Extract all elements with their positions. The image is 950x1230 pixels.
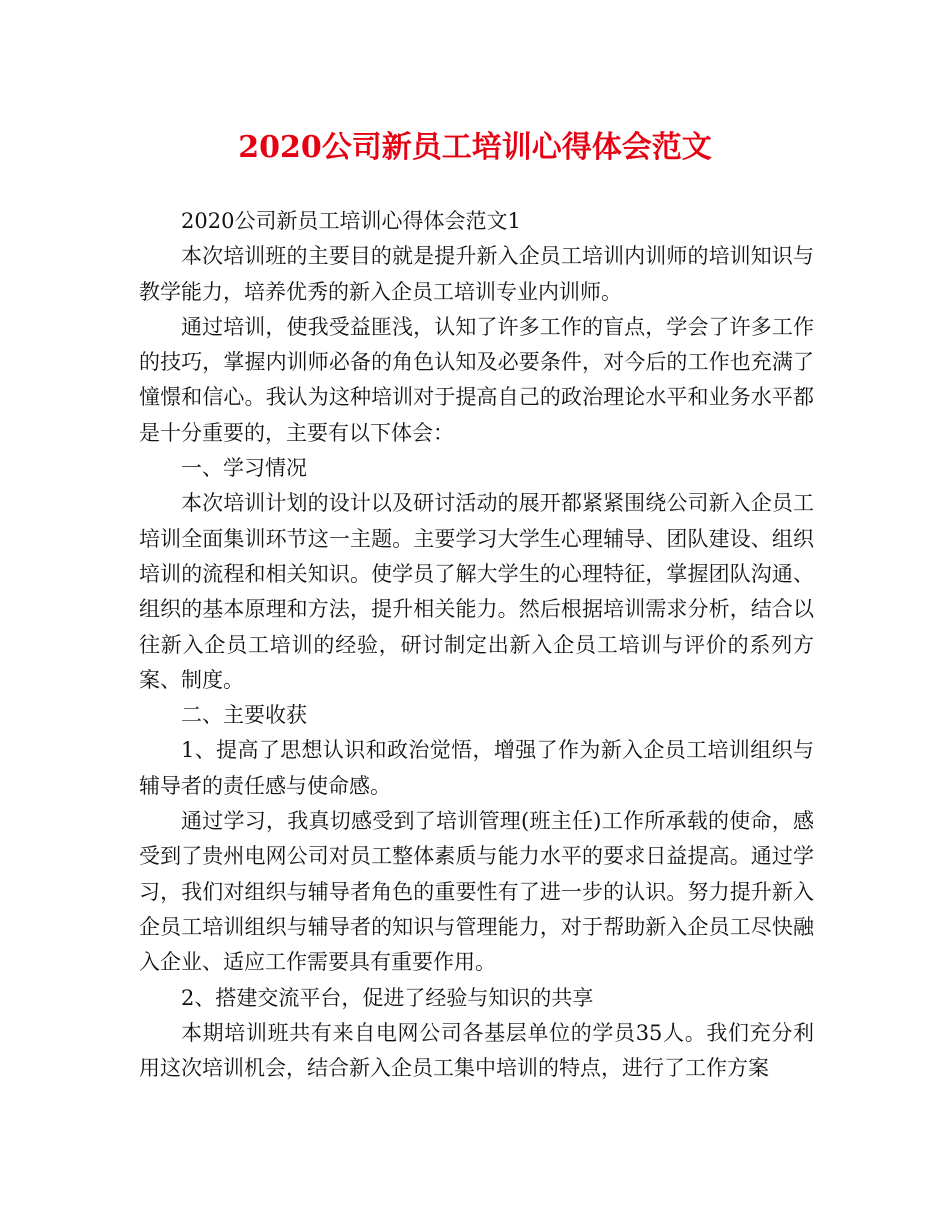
paragraph: 2、搭建交流平台，促进了经验与知识的共享 xyxy=(181,985,594,1010)
paragraph: 本次培训班的主要目的就是提升新入企员工培训内训师的培训知识与教学能力，培养优秀的新入企员工培训专业内训师。 xyxy=(139,244,814,304)
paragraph: 本期培训班共有来自电网公司各基层单位的学员35人。我们充分利用这次培训机会，结合新入企员工集中培训的特点，进行了工作方案 xyxy=(139,1020,814,1081)
section-heading: 二、主要收获 xyxy=(181,703,307,728)
document-title: 2020公司新员工培训心得体会范文 xyxy=(238,130,712,165)
paragraph: 通过学习，我真切感受到了培训管理(班主任)工作所承载的使命，感受到了贵州电网公司对员工整体素质与能力水平的要求日益提高。通过学习，我们对组织与辅导者角色的重要性有了进一步的认识。努力提升新入企员工培训组织与辅导者的知识与管理能力，对于帮助新入企员工尽快融入企业、适应工作需要具有重要作用。 xyxy=(139,809,814,975)
section-heading: 一、学习情况 xyxy=(181,456,307,481)
paragraph: 通过培训，使我受益匪浅，认知了许多工作的盲点，学会了许多工作的技巧，掌握内训师必备的角色认知及必要条件，对今后的工作也充满了憧憬和信心。我认为这种培训对于提高自己的政治理论水平和业务水平都是十分重要的，主要有以下体会： xyxy=(139,314,814,445)
paragraph: 本次培训计划的设计以及研讨活动的展开都紧紧围绕公司新入企员工培训全面集训环节这一主题。主要学习大学生心理辅导、团队建设、组织培训的流程和相关知识。使学员了解大学生的心理特征，掌握团队沟通、组织的基本原理和方法，提升相关能力。然后根据培训需求分析，结合以往新入企员工培训的经验，研讨制定出新入企员工培训与评价的系列方案、制度。 xyxy=(139,491,814,692)
document-body xyxy=(139,204,814,1086)
paragraph: 1、提高了思想认识和政治觉悟，增强了作为新入企员工培训组织与辅导者的责任感与使命感。 xyxy=(139,738,814,798)
paragraph-subtitle: 2020公司新员工培训心得体会范文1 xyxy=(181,209,521,233)
